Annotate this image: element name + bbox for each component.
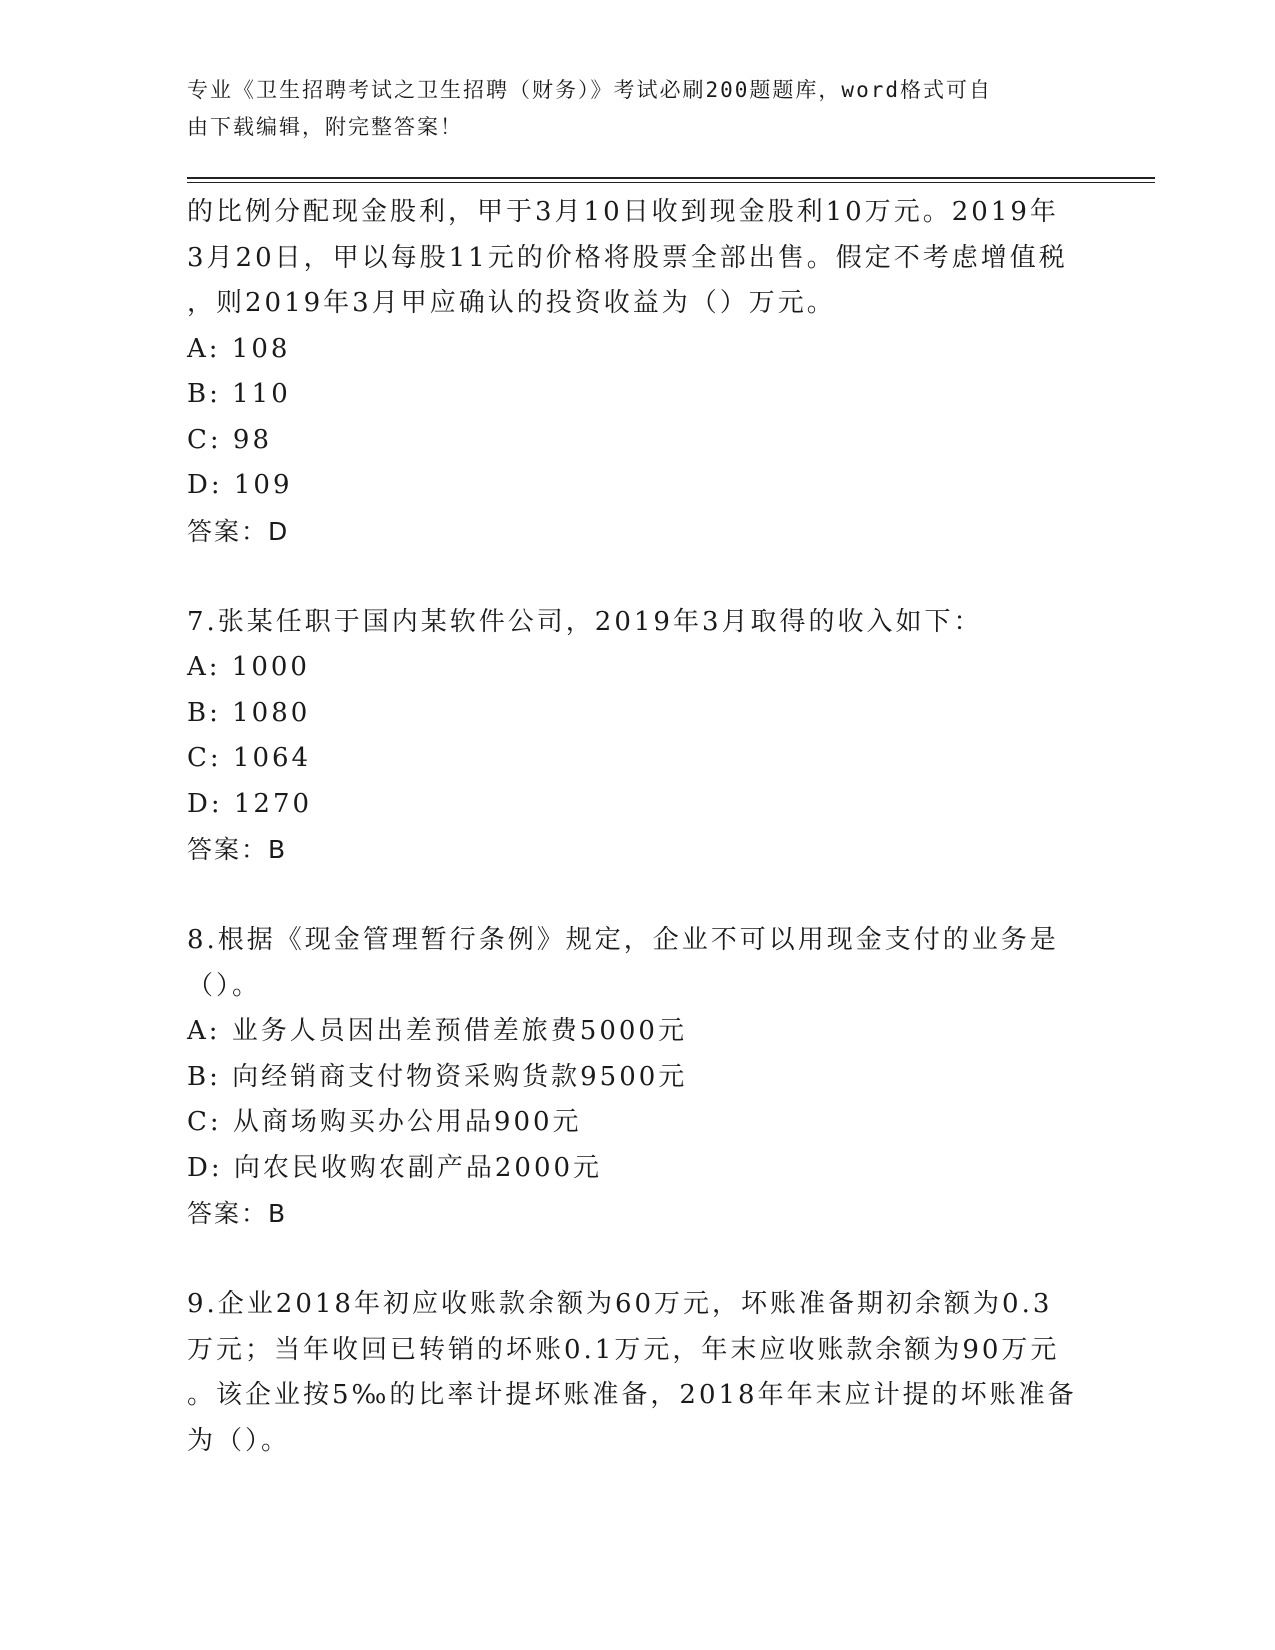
question-text-line: 万元；当年收回已转销的坏账0.1万元，年末应收账款余额为90万元: [187, 1334, 1060, 1365]
header-line-1: 专业《卫生招聘考试之卫生招聘（财务）》考试必刷200题题库，word格式可自: [187, 78, 992, 102]
option-a: A: 1000: [187, 652, 310, 682]
option-c: C: 1064: [187, 743, 312, 773]
question-text-line: 。该企业按5‰的比率计提坏账准备，2018年年末应计提的坏账准备: [187, 1380, 1077, 1410]
option-c: C: 从商场购买办公用品900元: [187, 1107, 582, 1137]
spacer: [187, 873, 1087, 919]
question-text-line: （）。: [187, 970, 262, 1001]
header-line-2: 由下载编辑，附完整答案！: [187, 115, 463, 139]
option-b: B: 1080: [187, 697, 311, 728]
document-header: [187, 72, 1067, 146]
spacer: [187, 554, 1087, 600]
header-divider-thick: [187, 177, 1155, 179]
option-d: D: 1270: [187, 788, 313, 819]
question-content: [187, 190, 1087, 1464]
option-a: A: 108: [187, 333, 291, 364]
option-b: B: 向经销商支付物资采购货款9500元: [187, 1061, 688, 1092]
option-a: A: 业务人员因出差预借差旅费5000元: [187, 1016, 687, 1046]
question-text-line: 为（）。: [187, 1425, 291, 1456]
answer-line: 答案：B: [187, 1199, 288, 1228]
header-divider-thin: [187, 182, 1155, 183]
question-8: [187, 918, 1087, 1237]
option-c: C: 98: [187, 424, 273, 455]
question-text-line: 9.企业2018年初应收账款余额为60万元，坏账准备期初余额为0.3: [187, 1289, 1053, 1319]
option-d: D: 109: [187, 470, 293, 500]
question-9: [187, 1282, 1087, 1464]
question-continuation: [187, 190, 1087, 554]
question-text-line: 8.根据《现金管理暂行条例》规定，企业不可以用现金支付的业务是: [187, 925, 1059, 955]
spacer: [187, 1237, 1087, 1283]
question-text-line: 的比例分配现金股利，甲于3月10日收到现金股利10万元。2019年: [187, 197, 1059, 227]
question-text-line: 3月20日，甲以每股11元的价格将股票全部出售。假定不考虑增值税: [187, 242, 1068, 273]
answer-line: 答案：D: [187, 516, 290, 546]
option-d: D: 向农民收购农副产品2000元: [187, 1152, 603, 1183]
question-text-line: ，则2019年3月甲应确认的投资收益为（）万元。: [187, 288, 836, 318]
answer-line: 答案：B: [187, 835, 288, 864]
question-text-line: 7.张某任职于国内某软件公司，2019年3月取得的收入如下：: [187, 606, 983, 637]
option-b: B: 110: [187, 379, 291, 409]
question-7: [187, 600, 1087, 873]
